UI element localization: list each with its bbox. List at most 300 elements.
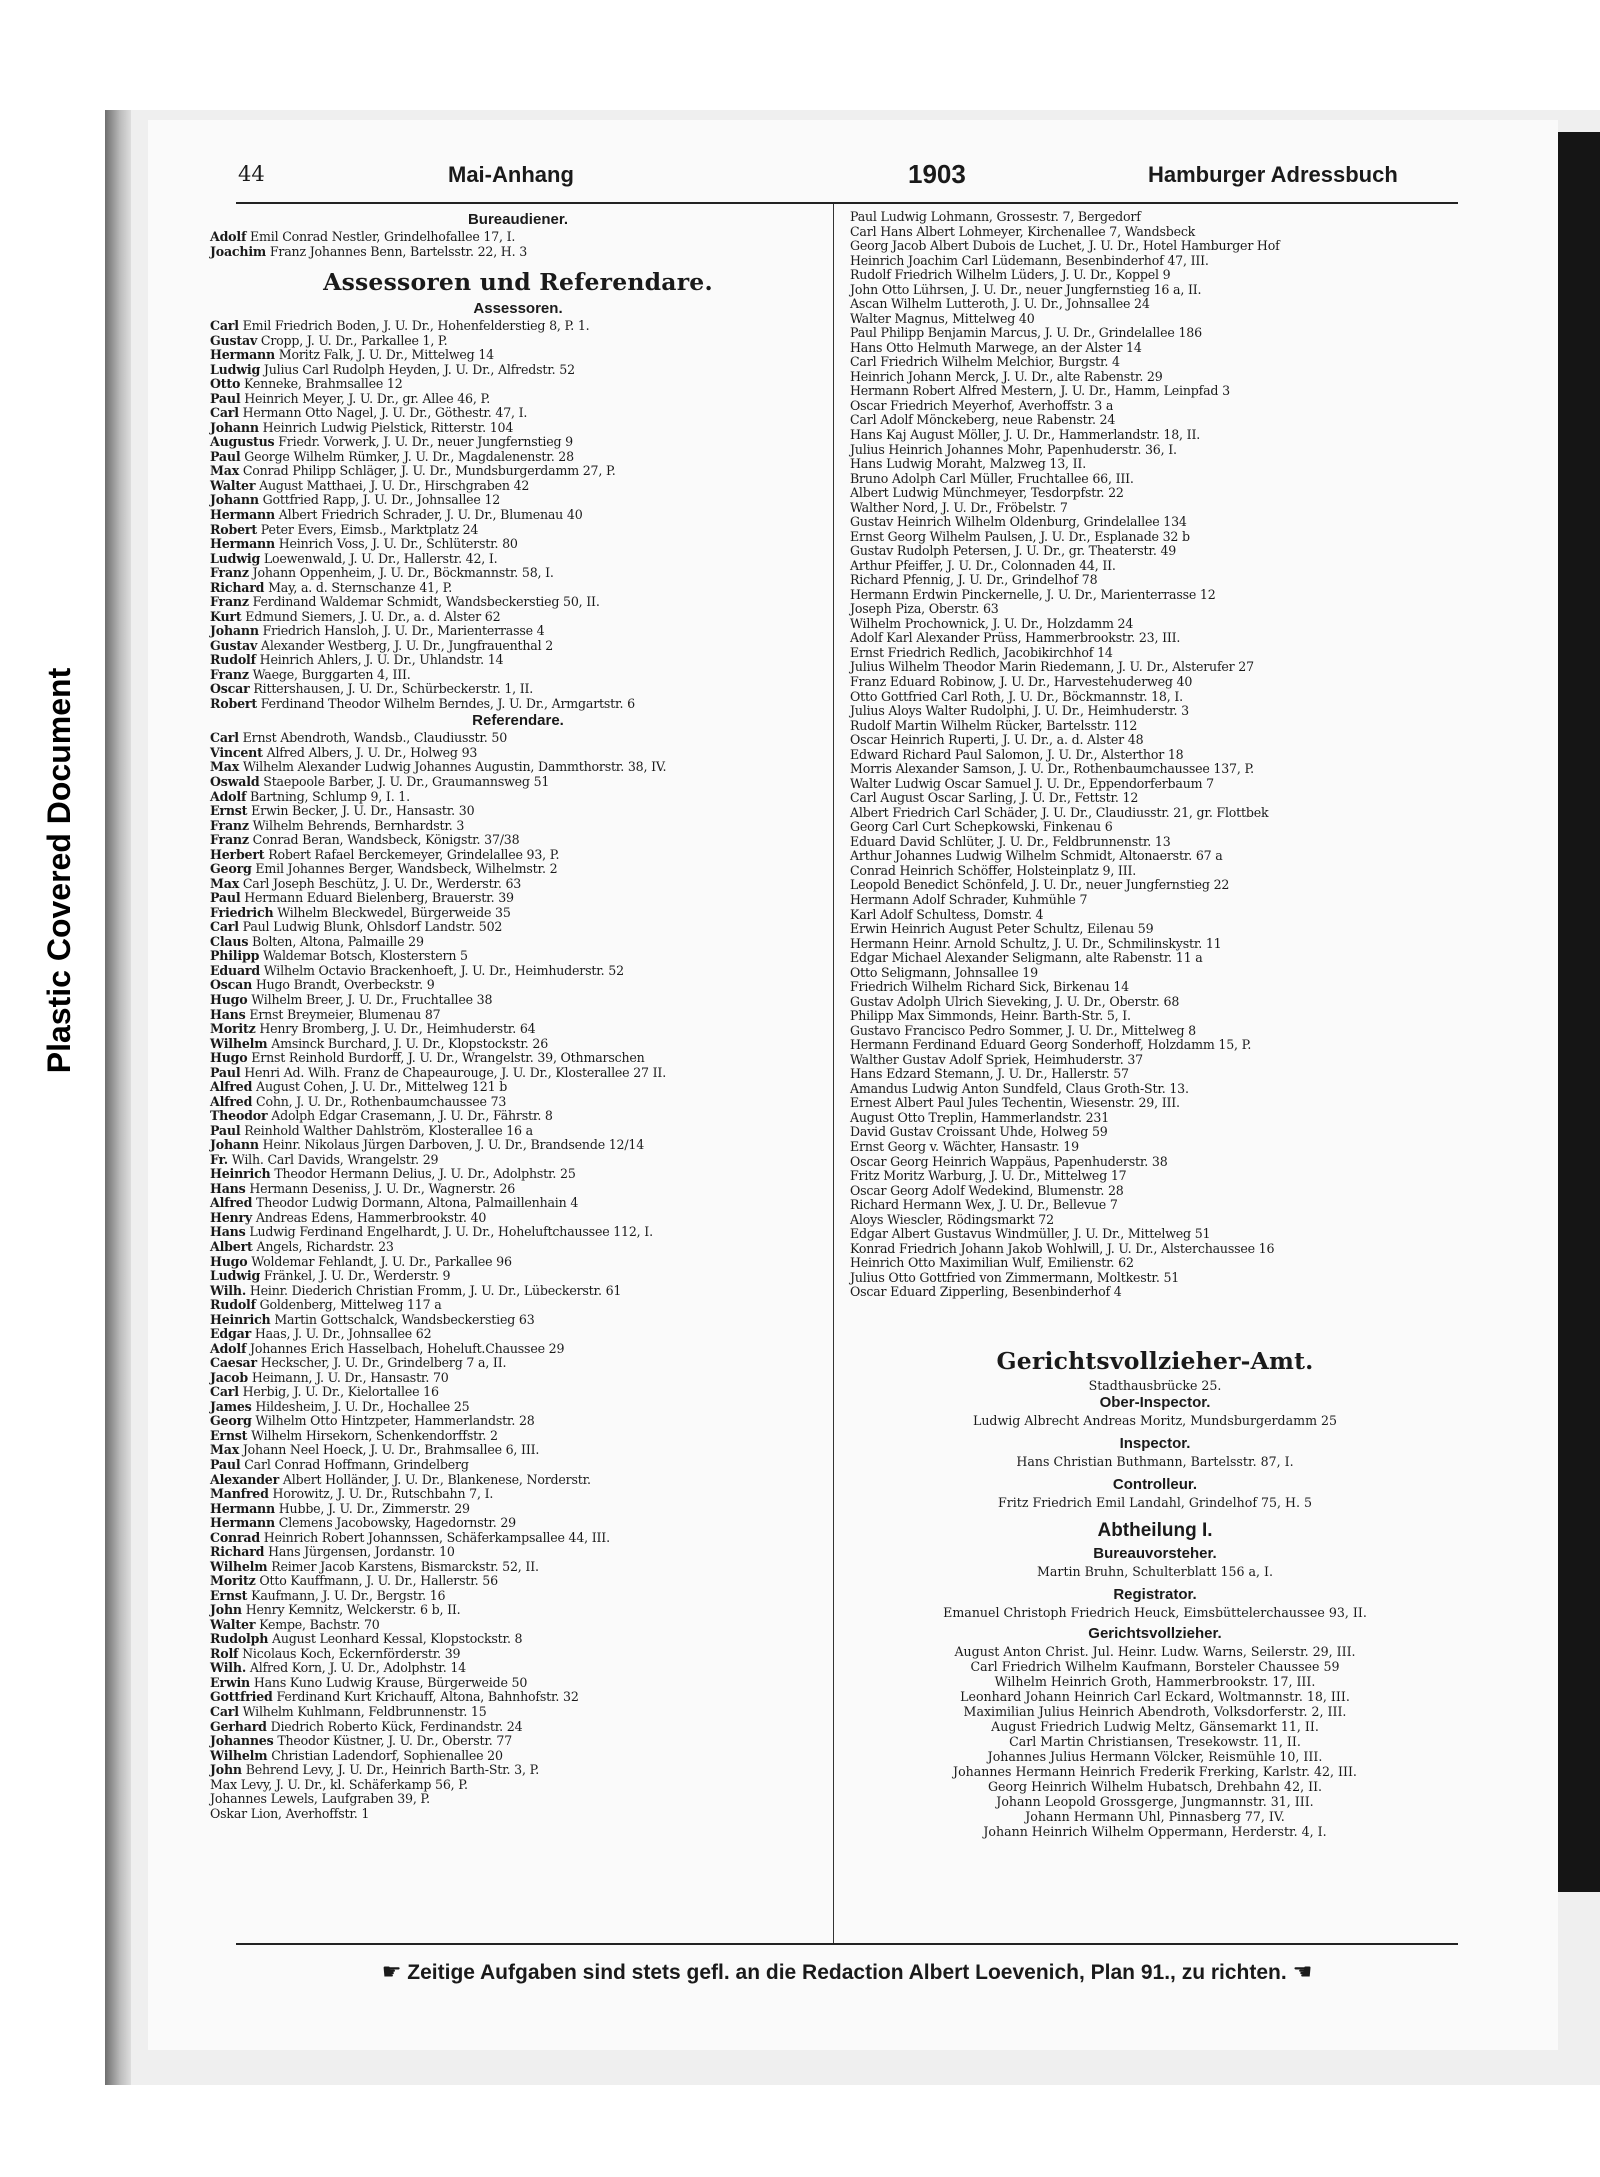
entry-details: Gustavo Francisco Pedro Sommer, J. U. Dr., Mittelweg 8 xyxy=(850,1022,1196,1038)
entry-details: Edgar Albert Gustavus Windmüller, J. U. Dr., Mittelweg 51 xyxy=(850,1226,1211,1242)
entry-details: Heinr. Diederich Christian Fromm, J. U. Dr., Lübeckerstr. 61 xyxy=(249,1282,622,1298)
directory-entry xyxy=(210,949,826,964)
centered-entry: Carl Friedrich Wilhelm Kaufmann, Borsteler Chaussee 59 xyxy=(970,1658,1340,1674)
footer-rule xyxy=(236,1943,1458,1945)
directory-entry xyxy=(210,906,826,921)
directory-entry xyxy=(210,1807,826,1822)
directory-entry xyxy=(210,624,826,639)
entry-first-name: Johann xyxy=(210,1137,259,1153)
entry-first-name: Otto xyxy=(210,376,241,392)
directory-entry xyxy=(210,1371,826,1386)
entry-details: Oscar Friedrich Meyerhof, Averhoffstr. 3 a xyxy=(850,397,1114,413)
entry-details: Nicolaus Koch, Eckernförderstr. 39 xyxy=(242,1645,461,1661)
directory-entry xyxy=(850,820,1460,835)
entry-first-name: Alfred xyxy=(210,1093,253,1109)
entry-first-name: Erwin xyxy=(210,1674,251,1690)
entry-details: Otto Seligmann, Johnsallee 19 xyxy=(850,964,1038,980)
directory-entry xyxy=(210,319,826,334)
directory-entry xyxy=(850,748,1460,763)
entry-details: Julius Otto Gottfried von Zimmermann, Moltkestr. 51 xyxy=(850,1269,1180,1285)
entry-details: Karl Adolf Schultess, Domstr. 4 xyxy=(850,906,1044,922)
directory-entry xyxy=(210,1792,826,1807)
centered-entry: Fritz Friedrich Emil Landahl, Grindelhof 75, H. 5 xyxy=(997,1494,1313,1510)
entry-details: Emil Friedrich Boden, J. U. Dr., Hohenfelderstieg 8, P. 1. xyxy=(242,318,590,334)
directory-entry xyxy=(850,1271,1460,1286)
directory-entry xyxy=(210,245,826,260)
entry-details: Paul Ludwig Blunk, Ohlsdorf Landstr. 502 xyxy=(242,919,503,935)
entry-first-name: Hans xyxy=(210,1180,246,1196)
entry-first-name: Wilhelm xyxy=(210,1747,268,1763)
entry-details: Gustav Adolph Ulrich Sieveking, J. U. Dr., Oberstr. 68 xyxy=(850,993,1180,1009)
entry-details: Wilhelm Otto Hintzpeter, Hammerlandstr. 28 xyxy=(255,1413,535,1429)
entry-details: Wilhelm Bleckwedel, Bürgerweide 35 xyxy=(277,904,511,920)
entry-details: Ernst Georg Wilhelm Paulsen, J. U. Dr., Esplanade 32 b xyxy=(850,528,1190,544)
entry-details: Heinrich Voss, J. U. Dr., Schlüterstr. 80 xyxy=(278,536,518,552)
entry-details: Friedr. Vorwerk, J. U. Dr., neuer Jungfernstieg 9 xyxy=(278,434,573,450)
entry-first-name: John xyxy=(210,1602,242,1618)
directory-entry xyxy=(210,537,826,552)
entry-details: Franz Eduard Robinow, J. U. Dr., Harvestehuderweg 40 xyxy=(850,674,1193,689)
entry-first-name: Gerhard xyxy=(210,1718,267,1734)
entry-details: Heinrich Robert Johannssen, Schäferkampsallee 44, III. xyxy=(263,1529,610,1545)
entry-details: Walter Magnus, Mittelweg 40 xyxy=(850,310,1035,326)
directory-entry xyxy=(850,443,1460,458)
entry-details: Ferdinand Kurt Krichauff, Altona, Bahnhofstr. 32 xyxy=(276,1689,579,1705)
directory-entry xyxy=(210,891,826,906)
directory-entry xyxy=(850,530,1460,545)
entry-first-name: Paul xyxy=(210,1122,241,1138)
centered-entry: Hans Christian Buthmann, Bartelsstr. 87, I. xyxy=(1016,1453,1294,1469)
entry-details: Hans Jürgensen, Jordanstr. 10 xyxy=(268,1544,455,1560)
page-number: 44 xyxy=(238,162,265,186)
entry-details: Julius Heinrich Johannes Mohr, Papenhuderstr. 36, I. xyxy=(850,441,1177,457)
directory-entry xyxy=(210,848,826,863)
entry-first-name: Max xyxy=(210,1442,240,1458)
pointing-hand-right-icon: ☛ xyxy=(381,1959,402,1984)
directory-entry xyxy=(850,1082,1460,1097)
entry-details: Johann Neel Hoeck, J. U. Dr., Brahmsallee 6, III. xyxy=(242,1442,540,1458)
entry-first-name: Robert xyxy=(210,695,257,711)
directory-entry xyxy=(850,384,1460,399)
entry-first-name: Manfred xyxy=(210,1486,269,1502)
entry-first-name: Carl xyxy=(210,919,239,935)
entry-first-name: Gottfried xyxy=(210,1689,273,1705)
directory-entry xyxy=(850,312,1460,327)
directory-entry xyxy=(210,348,826,363)
entry-details: Andreas Edens, Hammerbrookstr. 40 xyxy=(255,1209,487,1225)
directory-entry xyxy=(850,660,1460,675)
entry-details: Ernst Reinhold Burdorff, J. U. Dr., Wrangelstr. 39, Othmarschen xyxy=(251,1050,645,1066)
entry-details: Aloys Wiescler, Rödingsmarkt 72 xyxy=(850,1211,1054,1227)
entry-details: Eduard David Schlüter, J. U. Dr., Feldbrunnenstr. 13 xyxy=(850,833,1171,849)
entry-details: Hermann Erdwin Pinckernelle, J. U. Dr., Marienterrasse 12 xyxy=(850,586,1216,602)
directory-entry xyxy=(210,1647,826,1662)
directory-entry xyxy=(850,268,1460,283)
entry-details: George Wilhelm Rümker, J. U. Dr., Magdalenenstr. 28 xyxy=(244,448,574,464)
centered-entry: Johann Heinrich Wilhelm Oppermann, Herderstr. 4, I. xyxy=(983,1823,1327,1839)
entry-first-name: Wilh. xyxy=(210,1660,247,1676)
directory-entry xyxy=(850,966,1460,981)
entry-details: Reinhold Walther Dahlström, Klosterallee 16 a xyxy=(244,1122,533,1138)
entry-details: Leopold Benedict Schönfeld, J. U. Dr., neuer Jungfernstieg 22 xyxy=(850,877,1230,893)
entry-details: Heinrich Ludwig Pielstick, Ritterstr. 104 xyxy=(262,419,514,435)
centered-entry: Johannes Hermann Heinrich Frederik Frerking, Karlstr. 42, III. xyxy=(953,1763,1357,1779)
directory-entry xyxy=(210,1734,826,1749)
entry-details: Martin Gottschalck, Wandsbeckerstieg 63 xyxy=(274,1311,535,1327)
entry-first-name: Hans xyxy=(210,1006,246,1022)
entry-details: Alfred Korn, J. U. Dr., Adolphstr. 14 xyxy=(249,1660,466,1676)
entry-details: Fränkel, J. U. Dr., Werderstr. 9 xyxy=(263,1268,451,1284)
entry-details: Erwin Heinrich August Peter Schultz, Eilenau 59 xyxy=(850,921,1154,937)
entry-first-name: Ludwig xyxy=(210,1268,261,1284)
entry-details: Philipp Max Simmonds, Heinr. Barth-Str. 5, I. xyxy=(850,1008,1131,1024)
entry-details: Hermann Deseniss, J. U. Dr., Wagnerstr. 26 xyxy=(249,1180,516,1196)
directory-entry xyxy=(210,1414,826,1429)
directory-entry xyxy=(850,457,1460,472)
entry-details: Hans Ludwig Moraht, Malzweg 13, II. xyxy=(850,456,1087,472)
entry-first-name: Hermann xyxy=(210,1515,275,1531)
directory-entry xyxy=(850,1227,1460,1242)
entry-details: Heckscher, J. U. Dr., Grindelberg 7 a, II. xyxy=(260,1355,507,1371)
centered-entry: Carl Martin Christiansen, Tresekowstr. 11, II. xyxy=(1009,1733,1301,1749)
entry-details: Hildesheim, J. U. Dr., Hochallee 25 xyxy=(255,1398,470,1414)
entry-first-name: Heinrich xyxy=(210,1311,271,1327)
directory-entry xyxy=(210,1037,826,1052)
entry-details: Wilhelm Hirsekorn, Schenkendorffstr. 2 xyxy=(251,1427,498,1443)
directory-entry xyxy=(210,1589,826,1604)
entry-details: Friedrich Hansloh, J. U. Dr., Marienterrasse 4 xyxy=(262,623,545,639)
entry-first-name: Theodor xyxy=(210,1108,268,1124)
entry-details: Max Levy, J. U. Dr., kl. Schäferkamp 56, P. xyxy=(210,1776,468,1792)
entry-details: Henri Ad. Wilh. Franz de Chapeaurouge, J. U. Dr., Klosterallee 27 II. xyxy=(244,1064,667,1080)
directory-entry xyxy=(210,790,826,805)
subsection-heading: Bureauvorsteher. xyxy=(1093,1544,1217,1562)
directory-entry xyxy=(210,1298,826,1313)
directory-entry xyxy=(210,1008,826,1023)
entry-details: Gottfried Rapp, J. U. Dr., Johnsallee 12 xyxy=(262,492,501,508)
entry-details: Hugo Brandt, Overbeckstr. 9 xyxy=(255,977,435,993)
entry-first-name: Hugo xyxy=(210,1050,248,1066)
entry-first-name: Carl xyxy=(210,318,239,334)
directory-entry xyxy=(210,1705,826,1720)
entry-first-name: Franz xyxy=(210,817,249,833)
directory-entry xyxy=(210,653,826,668)
side-label-text: Plastic Covered Document xyxy=(41,667,78,1073)
entry-details: Wilhelm Alexander Ludwig Johannes Augustin, Dammthorstr. 38, IV. xyxy=(242,759,667,775)
entry-details: Heinr. Nikolaus Jürgen Darboven, J. U. Dr., Brandsende 12/14 xyxy=(262,1137,645,1153)
directory-entry xyxy=(210,1560,826,1575)
entry-details: Angels, Richardstr. 23 xyxy=(256,1239,394,1254)
entry-details: Hermann Heinr. Arnold Schultz, J. U. Dr., Schmilinskystr. 11 xyxy=(850,935,1222,951)
directory-entry xyxy=(210,731,826,746)
directory-entry xyxy=(850,1024,1460,1039)
entry-details: Alfred Albers, J. U. Dr., Holweg 93 xyxy=(266,744,478,760)
year: 1903 xyxy=(908,159,966,189)
scan-left-edge xyxy=(105,110,131,2085)
entry-first-name: Paul xyxy=(210,1064,241,1080)
directory-entry xyxy=(210,552,826,567)
entry-details: David Gustav Croissant Uhde, Holweg 59 xyxy=(850,1124,1108,1140)
entry-first-name: Hermann xyxy=(210,1500,275,1516)
directory-entry xyxy=(210,682,826,697)
directory-entry xyxy=(850,413,1460,428)
directory-entry xyxy=(850,355,1460,370)
entry-details: Walther Gustav Adolf Spriek, Heimhuderstr. 37 xyxy=(850,1051,1143,1067)
entry-details: Reimer Jacob Karstens, Bismarckstr. 52, II. xyxy=(271,1558,539,1574)
entry-details: Waege, Burggarten 4, III. xyxy=(252,666,411,682)
directory-entry xyxy=(850,1067,1460,1082)
entry-details: Hermann Ferdinand Eduard Georg Sonderhoff, Holzdamm 15, P. xyxy=(850,1037,1252,1053)
entry-first-name: Hermann xyxy=(210,347,275,363)
entry-first-name: Georg xyxy=(210,861,252,877)
directory-entry xyxy=(210,479,826,494)
entry-details: Otto Kauffmann, J. U. Dr., Hallerstr. 56 xyxy=(259,1573,498,1589)
entry-details: Erwin Becker, J. U. Dr., Hansastr. 30 xyxy=(251,803,475,819)
directory-entry xyxy=(850,472,1460,487)
entry-details: Hans Kuno Ludwig Krause, Bürgerweide 50 xyxy=(253,1674,528,1690)
subsection-heading: Controlleur. xyxy=(1112,1475,1198,1493)
directory-entry xyxy=(210,230,826,245)
entry-first-name: Robert xyxy=(210,521,257,537)
centered-entry: Leonhard Johann Heinrich Carl Eckard, Woltmannstr. 18, III. xyxy=(960,1688,1350,1704)
subsection-heading: Ober-Inspector. xyxy=(1099,1393,1211,1411)
entry-details: Georg Jacob Albert Dubois de Luchet, J. U. Dr., Hotel Hamburger Hof xyxy=(850,238,1280,254)
right-column xyxy=(850,210,1460,1839)
entry-details: Hermann Robert Alfred Mestern, J. U. Dr., Hamm, Leinpfad 3 xyxy=(850,383,1230,399)
directory-entry xyxy=(210,464,826,479)
directory-entry xyxy=(210,1487,826,1502)
entry-details: Konrad Friedrich Johann Jakob Wohlwill, J. U. Dr., Alsterchaussee 16 xyxy=(850,1240,1275,1256)
entry-details: Paul Ludwig Lohmann, Grossestr. 7, Bergedorf xyxy=(850,209,1141,224)
directory-entry xyxy=(210,595,826,610)
entry-first-name: Paul xyxy=(210,448,241,464)
entry-first-name: Caesar xyxy=(210,1355,257,1371)
entry-details: Ascan Wilhelm Lutteroth, J. U. Dr., Johnsallee 24 xyxy=(850,296,1150,312)
entry-first-name: Eduard xyxy=(210,962,260,978)
directory-entry xyxy=(210,1429,826,1444)
directory-entry xyxy=(210,1400,826,1415)
directory-entry xyxy=(210,1632,826,1647)
directory-entry xyxy=(210,1066,826,1081)
entry-details: Johannes Lewels, Laufgraben 39, P. xyxy=(210,1791,430,1807)
directory-entry xyxy=(210,1458,826,1473)
entry-details: Horowitz, J. U. Dr., Rutschbahn 7, I. xyxy=(272,1486,494,1502)
section-heading: Gerichtsvollzieher-Amt. xyxy=(996,1346,1314,1375)
directory-entry xyxy=(210,1313,826,1328)
directory-entry xyxy=(210,1342,826,1357)
entry-first-name: Oscan xyxy=(210,977,253,993)
entry-details: Conrad Philipp Schläger, J. U. Dr., Mundsburgerdamm 27, P. xyxy=(242,463,616,479)
directory-entry xyxy=(210,1255,826,1270)
entry-details: Johannes Erich Hasselbach, Hoheluft.Chaussee 29 xyxy=(250,1340,565,1356)
directory-entry xyxy=(210,1225,826,1240)
centered-entry: August Friedrich Ludwig Meltz, Gänsemarkt 11, II. xyxy=(991,1718,1319,1734)
directory-entry xyxy=(850,486,1460,501)
entry-first-name: Gustav xyxy=(210,332,258,348)
entry-details: Peter Evers, Eimsb., Marktplatz 24 xyxy=(260,521,479,537)
entry-first-name: Oswald xyxy=(210,774,260,789)
directory-entry xyxy=(210,1138,826,1153)
directory-entry xyxy=(850,1213,1460,1228)
entry-details: Albert Friedrich Schrader, J. U. Dr., Blumenau 40 xyxy=(278,506,583,522)
running-header xyxy=(238,159,1458,198)
entry-details: Julius Carl Rudolph Heyden, J. U. Dr., Alfredstr. 52 xyxy=(263,361,575,377)
centered-entry: August Anton Christ. Jul. Heinr. Ludw. Warns, Seilerstr. 29, III. xyxy=(954,1643,1356,1659)
entry-details: Woldemar Fehlandt, J. U. Dr., Parkallee 96 xyxy=(251,1253,512,1269)
directory-entry xyxy=(850,1198,1460,1213)
directory-entry xyxy=(850,254,1460,269)
entry-first-name: Augustus xyxy=(210,434,275,450)
entry-details: Otto Gottfried Carl Roth, J. U. Dr., Böckmannstr. 18, I. xyxy=(850,688,1183,704)
directory-entry xyxy=(850,501,1460,516)
directory-entry xyxy=(850,690,1460,705)
entry-details: Clemens Jacobowsky, Hagedornstr. 29 xyxy=(278,1515,516,1531)
entry-first-name: Ludwig xyxy=(210,361,261,377)
directory-entry xyxy=(210,435,826,450)
entry-details: Wilh. Carl Davids, Wrangelstr. 29 xyxy=(231,1151,439,1167)
centered-entry: Johann Hermann Uhl, Pinnasberg 77, IV. xyxy=(1025,1808,1285,1824)
entry-details: Georg Carl Curt Schepkowski, Finkenau 6 xyxy=(850,819,1113,835)
directory-entry xyxy=(850,951,1460,966)
entry-first-name: John xyxy=(210,1762,242,1778)
entry-details: Emil Conrad Nestler, Grindelhofallee 17, I. xyxy=(250,229,516,244)
directory-entry xyxy=(850,791,1460,806)
centered-entry: Johannes Julius Hermann Völcker, Reismühle 10, III. xyxy=(987,1748,1323,1764)
entry-first-name: Walter xyxy=(210,477,256,493)
entry-details: Julius Wilhelm Theodor Marin Riedemann, J. U. Dr., Alsterufer 27 xyxy=(850,659,1254,675)
directory-entry xyxy=(210,935,826,950)
entry-details: Diedrich Roberto Kück, Ferdinandstr. 24 xyxy=(270,1718,523,1734)
directory-entry xyxy=(210,1080,826,1095)
directory-entry xyxy=(850,1140,1460,1155)
entry-details: Wilhelm Kuhlmann, Feldbrunnenstr. 15 xyxy=(242,1704,487,1719)
directory-entry xyxy=(850,602,1460,617)
entry-details: Joseph Piza, Oberstr. 63 xyxy=(850,601,999,617)
entry-details: Bruno Adolph Carl Müller, Fruchtallee 66, III. xyxy=(850,470,1134,486)
entry-details: Ernst Breymeier, Blumenau 87 xyxy=(249,1006,441,1022)
entry-first-name: Carl xyxy=(210,1704,239,1719)
entry-details: Ernst Friedrich Redlich, Jacobikirchhof 14 xyxy=(850,644,1113,660)
entry-details: Edward Richard Paul Salomon, J. U. Dr., Alsterthor 18 xyxy=(850,746,1184,762)
entry-first-name: Moritz xyxy=(210,1021,256,1037)
directory-entry xyxy=(850,849,1460,864)
directory-entry xyxy=(210,1443,826,1458)
directory-entry xyxy=(210,1051,826,1066)
entry-first-name: Georg xyxy=(210,1413,252,1429)
directory-entry xyxy=(850,631,1460,646)
entry-first-name: Wilhelm xyxy=(210,1035,268,1051)
directory-entry xyxy=(210,833,826,848)
directory-entry xyxy=(210,1182,826,1197)
entry-first-name: Johann xyxy=(210,419,259,435)
entry-details: Robert Rafael Berckemeyer, Grindelallee 93, P. xyxy=(268,846,560,862)
entry-first-name: Richard xyxy=(210,579,265,595)
entry-details: Heinrich Meyer, J. U. Dr., gr. Allee 46, P. xyxy=(244,390,490,406)
entry-first-name: Johann xyxy=(210,492,259,508)
entry-first-name: Hans xyxy=(210,1224,246,1240)
directory-entry xyxy=(210,493,826,508)
entry-first-name: Alfred xyxy=(210,1079,253,1095)
directory-entry xyxy=(850,1155,1460,1170)
entry-details: Arthur Johannes Ludwig Wilhelm Schmidt, Altonaerstr. 67 a xyxy=(850,848,1223,864)
book-title: Hamburger Adressbuch xyxy=(1148,162,1398,187)
entry-details: Heinrich Ahlers, J. U. Dr., Uhlandstr. 14 xyxy=(259,652,504,668)
directory-entry xyxy=(210,1778,826,1793)
directory-entry xyxy=(210,697,826,712)
directory-entry xyxy=(210,1109,826,1124)
entry-details: Amandus Ludwig Anton Sundfeld, Claus Groth-Str. 13. xyxy=(850,1080,1189,1096)
subsection-heading: Registrator. xyxy=(1113,1585,1197,1603)
directory-entry xyxy=(210,1516,826,1531)
directory-entry xyxy=(210,1545,826,1560)
entry-details: Henry Bromberg, J. U. Dr., Heimhuderstr. 64 xyxy=(259,1021,536,1037)
entry-details: Waldemar Botsch, Klosterstern 5 xyxy=(263,948,468,964)
entry-details: Oskar Lion, Averhoffstr. 1 xyxy=(210,1805,370,1821)
directory-entry xyxy=(850,559,1460,574)
directory-entry xyxy=(210,877,826,892)
entry-details: August Matthaei, J. U. Dr., Hirschgraben 42 xyxy=(259,477,530,493)
entry-first-name: Paul xyxy=(210,390,241,406)
entry-first-name: Walter xyxy=(210,1616,256,1632)
directory-entry xyxy=(850,544,1460,559)
entry-details: Loewenwald, J. U. Dr., Hallerstr. 42, I. xyxy=(263,550,498,566)
directory-entry xyxy=(210,804,826,819)
entry-first-name: Kurt xyxy=(210,608,242,624)
directory-entry xyxy=(210,1095,826,1110)
entry-first-name: Johann xyxy=(210,623,259,639)
entry-first-name: Max xyxy=(210,875,240,891)
directory-entry xyxy=(210,993,826,1008)
directory-entry xyxy=(210,421,826,436)
directory-entry xyxy=(210,392,826,407)
entry-details: Hermann Otto Nagel, J. U. Dr., Göthestr. 47, I. xyxy=(242,405,528,421)
entry-details: Christian Ladendorf, Sophienallee 20 xyxy=(271,1747,503,1763)
directory-entry xyxy=(850,1169,1460,1184)
entry-first-name: Hermann xyxy=(210,536,275,552)
entry-details: Oscar Georg Adolf Wedekind, Blumenstr. 28 xyxy=(850,1182,1124,1198)
entry-details: Richard Hermann Wex, J. U. Dr., Bellevue 7 xyxy=(850,1197,1118,1213)
entry-details: Richard Pfennig, J. U. Dr., Grindelhof 78 xyxy=(850,572,1098,588)
directory-entry xyxy=(850,1009,1460,1024)
entry-details: Albert Ludwig Münchmeyer, Tesdorpfstr. 22 xyxy=(850,485,1124,501)
directory-entry xyxy=(210,1124,826,1139)
entry-details: Hans Edzard Stemann, J. U. Dr., Hallerstr. 57 xyxy=(850,1066,1129,1082)
entry-first-name: Moritz xyxy=(210,1573,256,1589)
entry-first-name: Wilhelm xyxy=(210,1558,268,1574)
entry-details: Kaufmann, J. U. Dr., Bergstr. 16 xyxy=(251,1587,446,1603)
entry-details: Hermann Adolf Schrader, Kuhmühle 7 xyxy=(850,891,1088,907)
entry-details: Wilhelm Prochownick, J. U. Dr., Holzdamm 24 xyxy=(850,615,1134,631)
directory-entry xyxy=(850,515,1460,530)
directory-entry xyxy=(210,775,826,790)
directory-entry xyxy=(850,893,1460,908)
directory-entry xyxy=(210,1284,826,1299)
entry-details: Oscar Heinrich Ruperti, J. U. Dr., a. d. Alster 48 xyxy=(850,732,1144,748)
centered-entry: Emanuel Christoph Friedrich Heuck, Eimsbüttelerchaussee 93, II. xyxy=(943,1604,1367,1620)
directory-entry xyxy=(210,1690,826,1705)
entry-first-name: Rudolf xyxy=(210,652,256,668)
directory-entry xyxy=(850,588,1460,603)
directory-entry xyxy=(210,1473,826,1488)
directory-entry xyxy=(850,675,1460,690)
subsection-heading: Assessoren. xyxy=(473,300,563,318)
entry-details: Kenneke, Brahmsallee 12 xyxy=(244,376,403,392)
entry-details: Bolten, Altona, Palmaille 29 xyxy=(252,933,424,949)
entry-details: Walther Nord, J. U. Dr., Fröbelstr. 7 xyxy=(850,499,1068,515)
entry-first-name: Adolf xyxy=(210,1340,247,1356)
directory-entry xyxy=(210,363,826,378)
entry-details: Friedrich Wilhelm Richard Sick, Birkenau 14 xyxy=(850,979,1129,995)
